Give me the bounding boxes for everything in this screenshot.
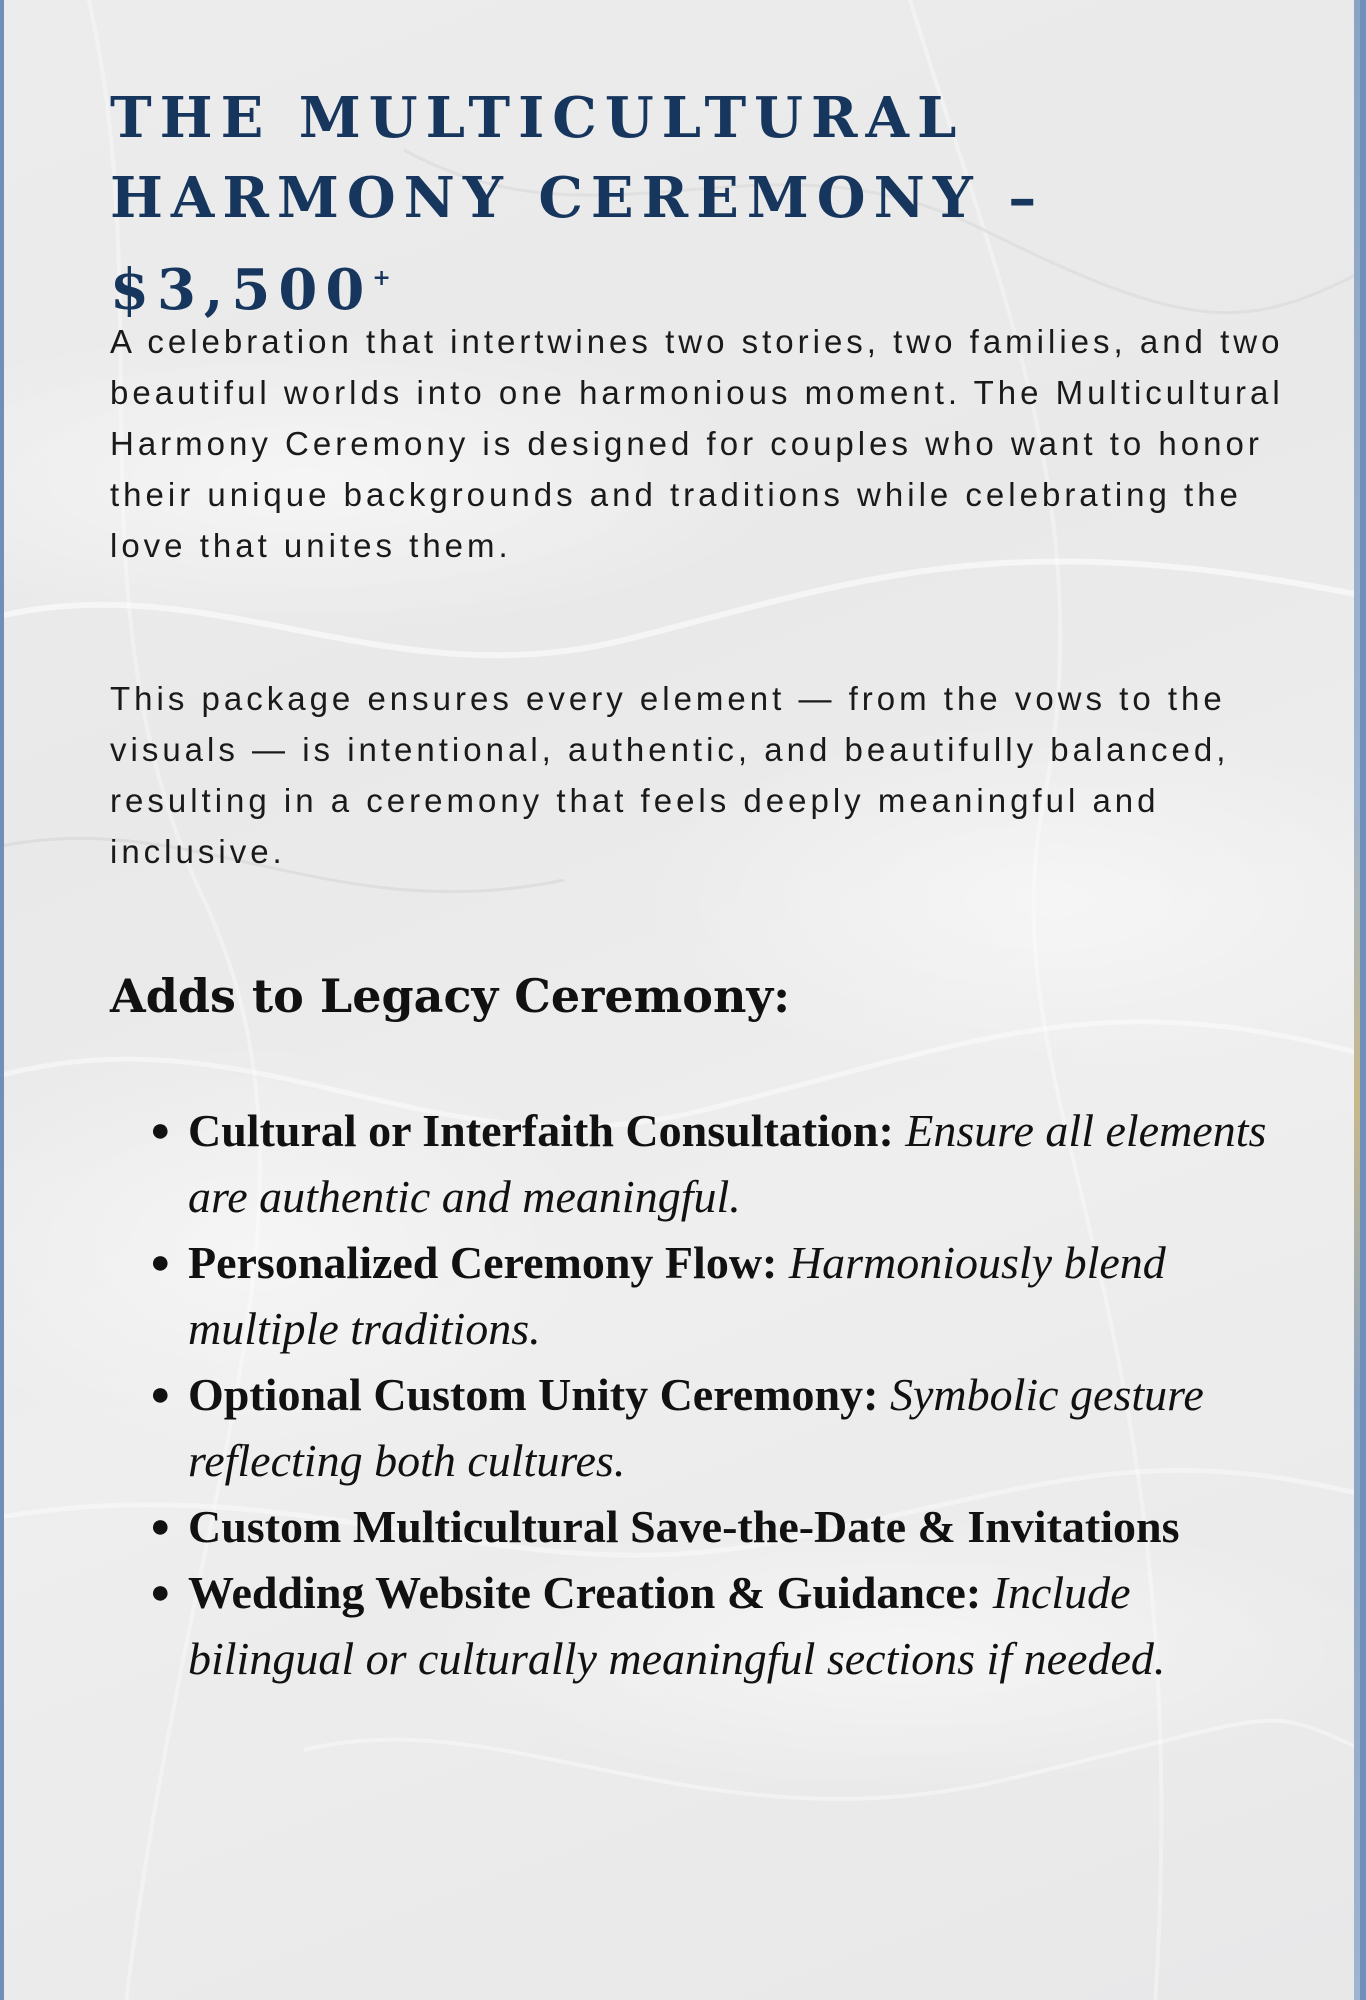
bullet-icon: ● — [150, 1244, 171, 1281]
intro-paragraph-1: A celebration that intertwines two stories, two families, and two beautiful worlds into one harmonious moment. The Multicultural Harmony Ceremony is designed for couples who want to honor their unique backgrounds and traditions while celebrating the love that unites them. — [110, 323, 1284, 564]
feature-name: Personalized Ceremony Flow: — [188, 1237, 778, 1288]
intro-paragraph-2: This package ensures every element — from the vows to the visuals — is intentional, authentic, and beautifully balanced, resulting in a ceremony that feels deeply meaningful and inclusive. — [110, 680, 1230, 870]
title-line-2: HARMONY CEREMONY – $3,500 — [110, 165, 1045, 323]
bullet-icon: ● — [150, 1376, 171, 1413]
list-item — [150, 1494, 1298, 1560]
feature-description: Symbolic gesture reflecting both cultures. — [188, 1369, 1204, 1486]
bullet-icon: ● — [150, 1574, 171, 1611]
package-title — [110, 78, 1340, 330]
title-line-1: THE MULTICULTURAL — [110, 85, 965, 151]
bullet-icon: ● — [150, 1112, 171, 1149]
feature-description: Ensure all elements are authentic and meaningful. — [188, 1105, 1267, 1222]
bullet-icon: ● — [150, 1508, 171, 1545]
feature-description: Include bilingual or culturally meaningful sections if needed. — [188, 1567, 1166, 1684]
feature-name: Wedding Website Creation & Guidance: — [188, 1567, 982, 1618]
price-plus-mark: + — [372, 265, 391, 291]
feature-description: Harmoniously blend multiple traditions. — [188, 1237, 1166, 1354]
feature-name: Optional Custom Unity Ceremony: — [188, 1369, 879, 1420]
feature-list — [150, 1098, 1298, 1692]
list-item — [150, 1362, 1298, 1494]
section-heading: Adds to Legacy Ceremony: — [110, 969, 791, 1023]
list-item — [150, 1230, 1298, 1362]
feature-name: Cultural or Interfaith Consultation: — [188, 1105, 894, 1156]
feature-name: Custom Multicultural Save-the-Date & Invitations — [188, 1501, 1180, 1552]
list-item — [150, 1560, 1298, 1692]
package-card — [4, 0, 1360, 2000]
list-item — [150, 1098, 1298, 1230]
frame-edge — [1354, 0, 1360, 2000]
